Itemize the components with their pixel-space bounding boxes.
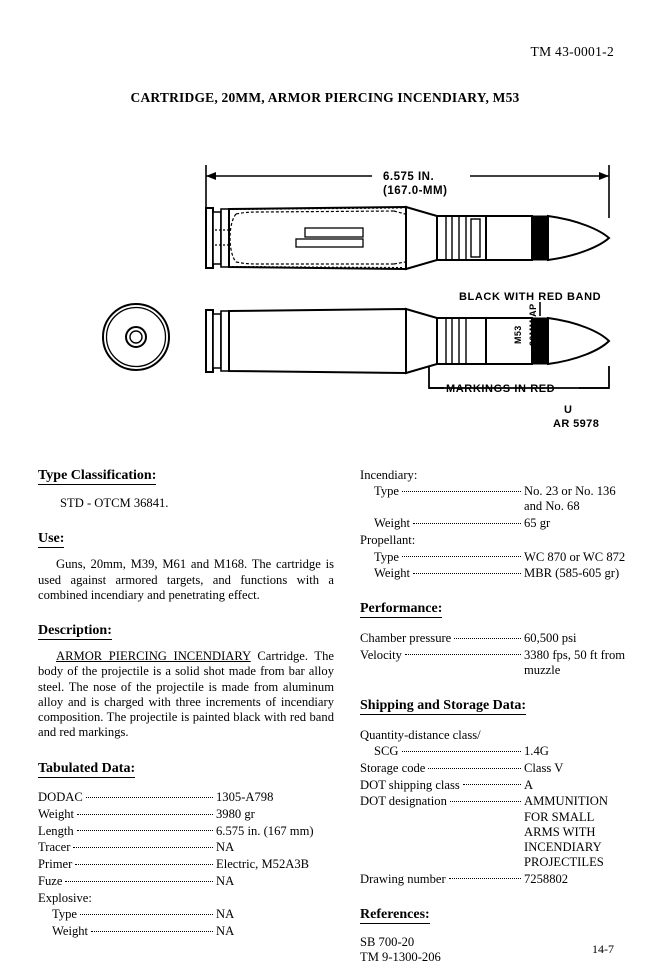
data-row-label: Type <box>374 484 399 499</box>
data-row <box>360 629 650 646</box>
callout-markings-in-red: MARKINGS IN RED <box>446 383 556 395</box>
dot-leader <box>65 872 213 885</box>
data-row <box>38 856 334 873</box>
dot-leader <box>402 548 521 561</box>
data-row <box>360 726 650 743</box>
section-performance <box>360 599 650 678</box>
heading-type-classification: Type Classification: <box>38 468 156 485</box>
data-row <box>360 531 650 548</box>
use-body: Guns, 20mm, M39, M61 and M168. The cartridge is used against armored targets, and functions with a combined incendiary and penetrating effect. <box>38 557 334 602</box>
data-row-label: DODAC <box>38 790 83 805</box>
dot-leader <box>449 870 521 883</box>
data-row-label: Quantity-distance class/ <box>360 727 481 742</box>
performance-data-list <box>360 629 650 678</box>
dot-leader <box>418 531 521 544</box>
data-row <box>38 889 334 906</box>
data-row-label: Weight <box>38 807 75 822</box>
data-row-label: Velocity <box>360 647 402 662</box>
data-row-label: Propellant: <box>360 532 416 547</box>
data-row-value-continued: FOR SMALL <box>524 809 595 824</box>
data-row-value: 3980 gr <box>216 807 255 822</box>
data-row-value-continued: PROJECTILES <box>524 854 604 869</box>
data-row-value: NA <box>216 840 235 855</box>
data-row <box>360 548 650 565</box>
dot-leader <box>413 515 521 528</box>
data-row <box>38 822 334 839</box>
type-classification-value: STD - OTCM 36841. <box>60 496 169 511</box>
data-row-label: Storage code <box>360 761 426 776</box>
section-type-classification <box>38 466 334 511</box>
data-row-value: WC 870 or WC 872 <box>524 549 626 564</box>
dot-leader <box>95 889 213 902</box>
data-row <box>38 872 334 889</box>
dot-leader <box>402 743 522 756</box>
data-row <box>38 839 334 856</box>
data-row <box>360 646 650 663</box>
heading-performance: Performance: <box>360 601 442 618</box>
data-row-value: 60,500 psi <box>524 631 577 646</box>
section-description <box>38 621 334 741</box>
dot-leader <box>402 483 521 496</box>
section-tabulated-data <box>38 759 334 939</box>
data-row-label: Length <box>38 823 74 838</box>
data-row-label: Fuze <box>38 873 63 888</box>
shipping-storage-data-list <box>360 726 650 887</box>
components-data-list <box>360 466 650 581</box>
dot-leader <box>86 789 213 802</box>
dot-leader <box>420 466 521 479</box>
data-row-value: NA <box>216 923 235 938</box>
dimension-inches: 6.575 IN. <box>383 171 435 183</box>
data-row <box>38 922 334 939</box>
use-text <box>38 557 334 603</box>
data-row <box>360 759 650 776</box>
cartridge-base-endview <box>103 304 169 370</box>
data-row-value: 3380 fps, 50 ft from <box>524 647 626 662</box>
heading-tabulated-data: Tabulated Data: <box>38 761 135 778</box>
dot-leader <box>91 922 213 935</box>
reference-item: TM 9-1300-206 <box>360 949 441 964</box>
dot-leader <box>77 822 213 835</box>
section-use <box>38 529 334 603</box>
data-row-label: Drawing number <box>360 871 446 886</box>
data-row-label: Primer <box>38 857 73 872</box>
data-row-value: 65 gr <box>524 516 551 531</box>
data-row-label: DOT designation <box>360 794 447 809</box>
data-row-value-continued: INCENDIARY <box>524 839 602 854</box>
data-row <box>360 466 650 483</box>
left-column <box>38 466 334 939</box>
dimension-label <box>379 170 451 199</box>
description-body: Cartridge. The body of the projectile is a solid shot made from bar alloy steel. The nose of the projectile is made from aluminum alloy and is charged with three increments of incendiary composition. The projectile is painted black with red band and red markings. <box>38 649 335 740</box>
data-row-label: Weight <box>52 923 89 938</box>
section-components <box>360 466 650 581</box>
heading-shipping-storage: Shipping and Storage Data: <box>360 698 526 715</box>
data-row-value-continued: and No. 68 <box>524 499 580 514</box>
data-row <box>360 793 650 810</box>
dot-leader <box>450 793 521 806</box>
projectile-marking-model: M53 <box>513 325 523 344</box>
dot-leader <box>80 906 213 919</box>
data-row-value: NA <box>216 907 235 922</box>
data-row <box>38 906 334 923</box>
data-row-value: NA <box>216 873 235 888</box>
dot-leader <box>77 805 213 818</box>
data-row-value: MBR (585-605 gr) <box>524 566 620 581</box>
data-row <box>360 483 650 500</box>
data-row-value: 1.4G <box>524 744 549 759</box>
data-row <box>360 565 650 582</box>
data-row <box>360 776 650 793</box>
data-row-value: Class V <box>524 761 564 776</box>
data-row-value: No. 23 or No. 136 <box>524 484 616 499</box>
section-shipping-storage <box>360 696 650 887</box>
dot-leader <box>413 565 521 578</box>
data-row-value: A <box>524 777 534 792</box>
data-row-value: 6.575 in. (167 mm) <box>216 823 314 838</box>
data-row-label: DOT shipping class <box>360 777 460 792</box>
data-row-label: Incendiary: <box>360 467 418 482</box>
dot-leader <box>405 646 521 659</box>
data-row-label: Weight <box>374 516 411 531</box>
data-row <box>360 743 650 760</box>
data-row-label: Tracer <box>38 840 71 855</box>
data-row <box>360 870 650 887</box>
dot-leader <box>428 759 521 772</box>
dot-leader <box>454 629 521 642</box>
document-header-id: TM 43-0001-2 <box>530 44 614 59</box>
heading-description: Description: <box>38 623 112 640</box>
dot-leader <box>75 856 213 869</box>
data-row-value: AMMUNITION <box>524 794 608 809</box>
data-row-value: 7258802 <box>524 871 569 886</box>
description-text <box>38 649 334 740</box>
page-title: CARTRIDGE, 20MM, ARMOR PIERCING INCENDIARY, M53 <box>130 90 520 105</box>
description-lead: ARMOR PIERCING INCENDIARY <box>56 649 251 664</box>
data-row-label: Type <box>52 907 77 922</box>
data-row-label: Type <box>374 549 399 564</box>
data-row <box>38 805 334 822</box>
tabulated-data-list <box>38 789 334 939</box>
data-row <box>360 515 650 532</box>
plate-number: AR 5978 <box>553 418 600 430</box>
right-column <box>360 466 650 965</box>
heading-use: Use: <box>38 531 64 548</box>
data-row-label: SCG <box>374 744 399 759</box>
cartridge-figure <box>0 150 650 450</box>
dot-leader <box>484 726 521 739</box>
projectile-marking-caliber: 20MM AP <box>528 303 538 346</box>
data-row-label: Explosive: <box>38 890 92 905</box>
heading-references: References: <box>360 907 430 924</box>
page-number: 14-7 <box>592 942 614 956</box>
plate-letter: U <box>564 404 573 416</box>
cartridge-lower-view <box>206 302 609 388</box>
cartridge-upper-view <box>206 207 609 269</box>
data-row-value-continued: muzzle <box>524 662 561 677</box>
callout-black-with-red-band: BLACK WITH RED BAND <box>459 291 602 303</box>
data-row-label: Weight <box>374 566 411 581</box>
reference-item: SB 700-20 <box>360 934 415 949</box>
dot-leader <box>73 839 213 852</box>
dot-leader <box>463 776 521 789</box>
data-row <box>38 789 334 806</box>
dimension-mm: (167.0-MM) <box>383 185 448 198</box>
data-row-value-continued: ARMS WITH <box>524 824 596 839</box>
data-row-value: Electric, M52A3B <box>216 857 310 872</box>
data-row-value: 1305-A798 <box>216 790 274 805</box>
data-row-label: Chamber pressure <box>360 631 452 646</box>
